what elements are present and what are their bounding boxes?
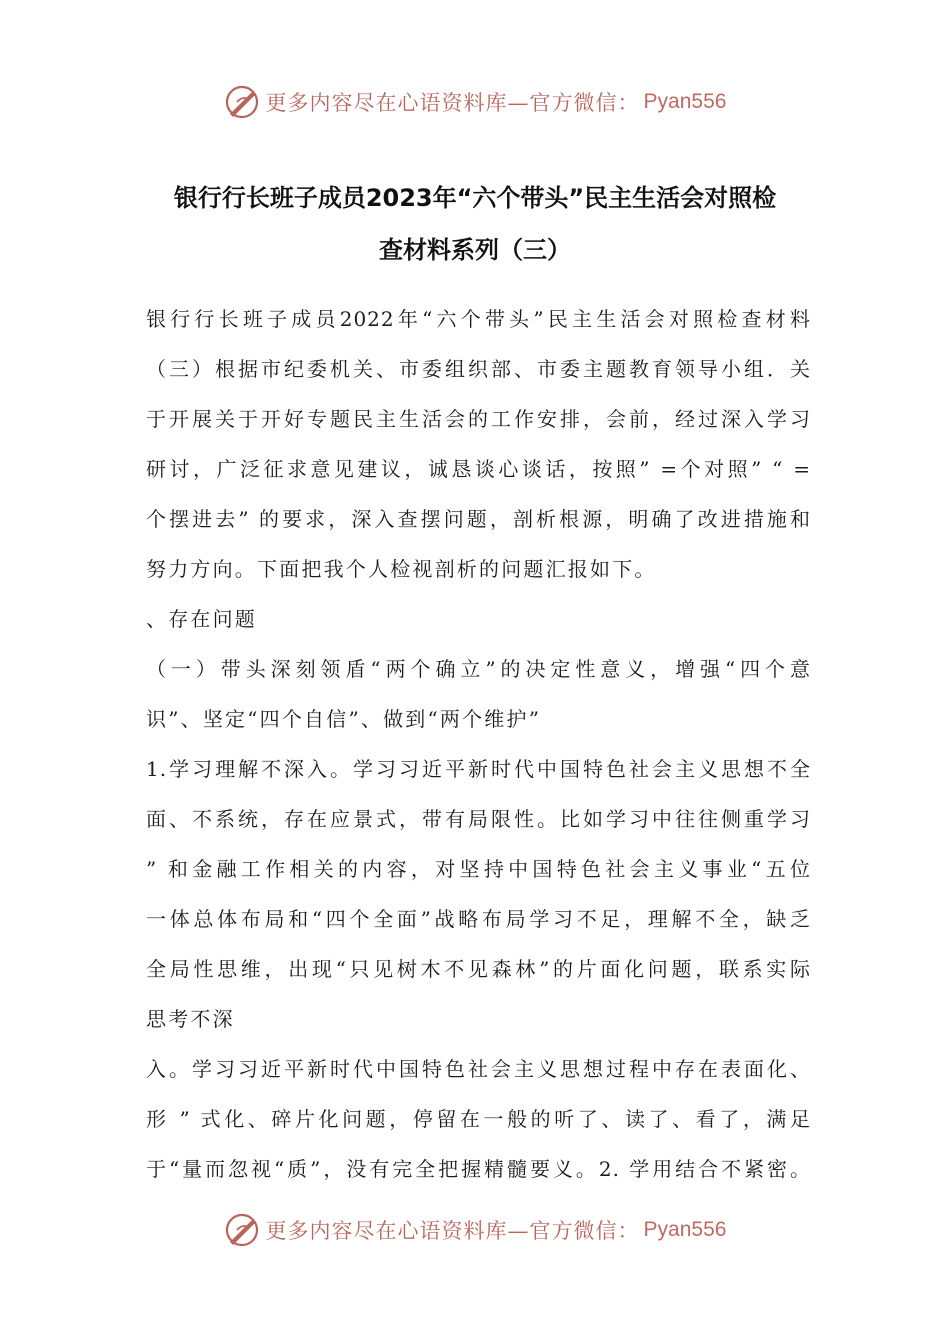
body-line: 一体总体布局和“四个全面”战略布局学习不足，理解不全，缺乏: [146, 907, 811, 931]
document-body: [146, 294, 811, 1194]
body-line: 面、不系统，存在应景式，带有局限性。比如学习中往往侧重学习: [146, 807, 811, 831]
document-title: [140, 172, 810, 276]
body-line: 努力方向。下面把我个人检视剖析的问题汇报如下。: [146, 557, 657, 581]
body-line: （三）根据市纪委机关、市委组织部、市委主题教育领导小组．关: [146, 357, 811, 381]
body-line: 全局性思维，出现“只见树木不见森林”的片面化问题，联系实际: [146, 957, 811, 981]
body-line: 于开展关于开好专题民主生活会的工作安排，会前，经过深入学习: [146, 407, 811, 431]
body-line: 银行行长班子成员2022年“六个带头”民主生活会对照检查材料: [146, 307, 811, 331]
body-line: 个摆进去” 的要求，深入查摆问题，剖析根源，明确了改进措施和: [146, 507, 811, 531]
body-line: （一）带头深刻领盾“两个确立”的决定性意义，增强“四个意: [146, 657, 811, 681]
title-line-2: 查材料系列（三）: [379, 236, 571, 264]
pen-logo-icon: [224, 1212, 260, 1248]
watermark-text: 更多内容尽在心语资料库—官方微信：: [265, 1219, 640, 1243]
body-line: 研讨，广泛征求意见建议，诚恳谈心谈话，按照” =个对照” “ =: [146, 457, 811, 481]
watermark-text: 更多内容尽在心语资料库—官方微信：: [265, 91, 640, 115]
body-line: 思考不深: [146, 1007, 235, 1031]
body-line: 、存在问题: [146, 607, 257, 631]
header-watermark: [0, 82, 950, 122]
body-line: 形 ” 式化、碎片化问题，停留在一般的听了、读了、看了，满足: [146, 1107, 811, 1131]
watermark-wechat-id: Pyan556: [643, 90, 727, 113]
body-line: 入。学习习近平新时代中国特色社会主义思想过程中存在表面化、: [146, 1057, 811, 1081]
pen-logo-icon: [224, 84, 260, 120]
body-line: 1.学习理解不深入。学习习近平新时代中国特色社会主义思想不全: [146, 757, 811, 781]
watermark-wechat-id: Pyan556: [643, 1218, 727, 1241]
body-line: 识”、坚定“四个自信”、做到“两个维护”: [146, 707, 542, 731]
title-line-1: 银行行长班子成员2023年“六个带头”民主生活会对照检: [173, 184, 777, 212]
body-line: 于“量而忽视“质”，没有完全把握精髓要义。2. 学用结合不紧密。: [146, 1157, 811, 1181]
footer-watermark: [0, 1210, 950, 1250]
body-line: ” 和金融工作相关的内容，对坚持中国特色社会主义事业“五位: [146, 857, 811, 881]
